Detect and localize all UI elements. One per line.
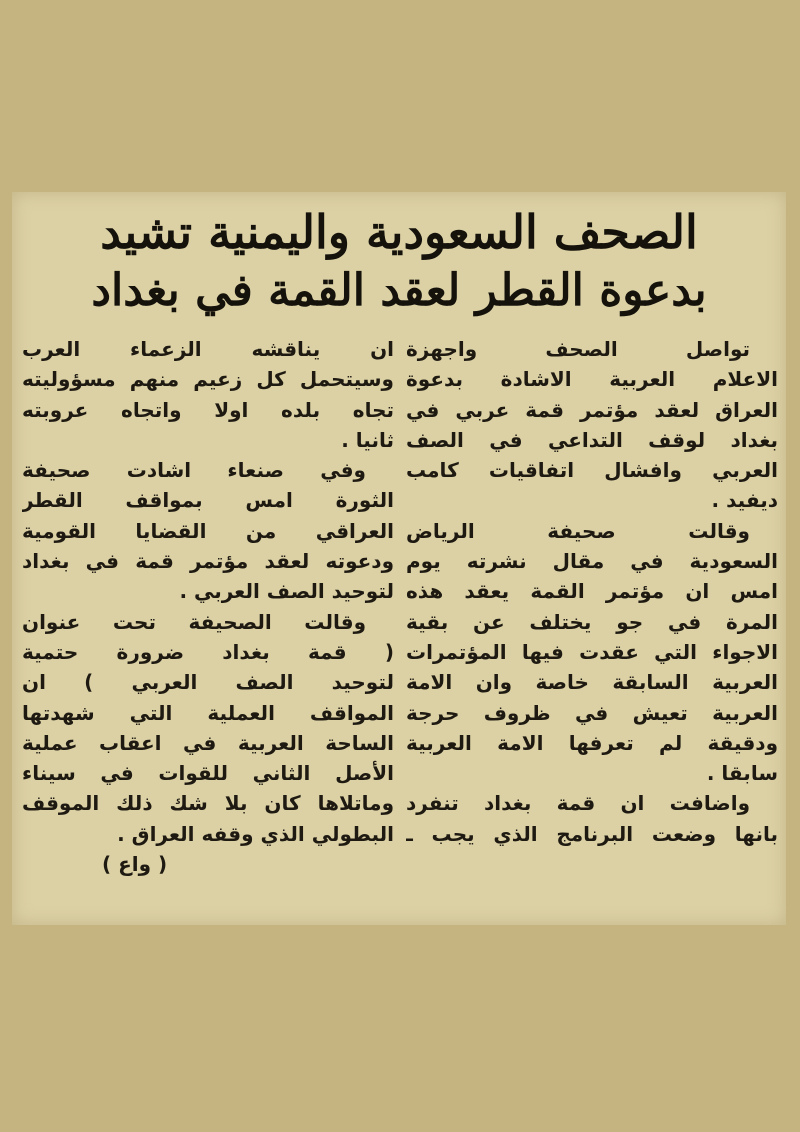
article-text-line: ودقيقة لم تعرفها الامة العربية [406,730,778,755]
article-text-line: العراق لعقد مؤتمر قمة عربي في [406,397,778,422]
headline-line-2: بدعوة القطر لعقد القمة في بغداد [91,265,707,316]
article-text-line: العربية تعيش في ظروف حرجة [406,700,778,725]
article-text-line: وفي صنعاء اشادت صحيفة [22,458,366,483]
article-text-line: الساحة العربية في اعقاب عملية [22,730,394,755]
article-text-line: ودعوته لعقد مؤتمر قمة في بغداد [22,549,394,574]
article-text-line: ( واع ) [102,852,168,877]
article-text-line: المواقف العملية التي شهدتها [22,700,394,725]
article-text-line: العربي وافشال اتفاقيات كامب [406,458,778,483]
article-text-line: الثورة امس بمواقف القطر [22,488,394,513]
article-text-line: لتوحيد الصف العربي ) ان [22,670,394,695]
article-text-line: الاجواء التي عقدت فيها المؤتمرات [406,639,778,664]
article-text-line: الاعلام العربية الاشادة بدعوة [406,367,778,392]
headline-line-1: الصحف السعودية واليمنية تشيد [100,205,698,259]
article-column-right [406,334,778,849]
article-text-line: وماتلاها كان بلا شك ذلك الموقف [22,791,394,816]
article-text-line: تجاه بلده اولا واتجاه عروبته [22,397,394,422]
article-text-line: وقالت صحيفة الرياض [406,518,750,543]
article-text-line: وقالت الصحيفة تحت عنوان [22,609,366,634]
article-text-line: السعودية في مقال نشرته يوم [406,549,778,574]
article-text-line: تواصل الصحف واجهزة [406,337,750,361]
article-text-line: ان يناقشه الزعماء العرب [22,337,394,361]
article-text-line: واضافت ان قمة بغداد تنفرد [406,791,750,816]
article-text-line: البطولي الذي وقفه العراق . [117,821,394,846]
article-text-line: امس ان مؤتمر القمة يعقد هذه [406,579,778,604]
article-text-line: بانها وضعت البرنامج الذي يجب ـ [406,821,778,846]
article-headline [28,202,770,320]
article-text-line: سابقا . [706,761,778,786]
article-text-line: ( قمة بغداد ضرورة حتمية [22,639,394,664]
article-text-line: الأصل الثاني للقوات في سيناء [22,761,394,786]
newspaper-clipping [12,192,786,925]
article-text-line: ديفيد . [711,488,778,513]
article-text-line: المرة في جو يختلف عن بقية [406,609,778,634]
article-text-line: وسيتحمل كل زعيم منهم مسؤوليته [22,367,394,392]
article-text-line: العربية السابقة خاصة وان الامة [406,670,778,695]
article-text-line: بغداد لوقف التداعي في الصف [406,427,778,452]
article-text-line: العراقي من القضايا القومية [22,518,394,543]
article-text-line: ثانيا . [341,427,394,452]
article-text-line: لتوحيد الصف العربي . [179,579,394,604]
article-column-left [22,334,394,879]
